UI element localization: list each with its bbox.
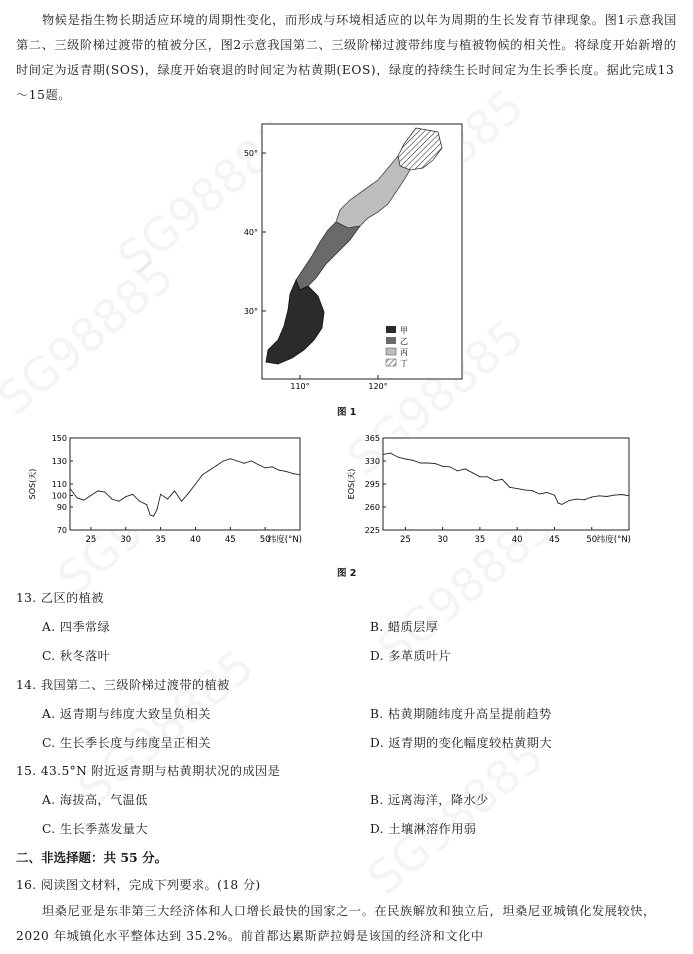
y-tick-label: 225 bbox=[364, 526, 380, 535]
x-tick-label: 30 bbox=[437, 535, 449, 545]
q15-option-d[interactable]: D. 土壤淋溶作用弱 bbox=[370, 822, 477, 836]
data-point bbox=[76, 497, 77, 498]
data-point bbox=[202, 474, 203, 475]
data-point bbox=[97, 490, 98, 491]
data-point bbox=[300, 474, 301, 475]
y-tick-label: 110 bbox=[51, 480, 67, 489]
data-point bbox=[420, 462, 421, 463]
data-point bbox=[174, 490, 175, 491]
data-point bbox=[502, 479, 503, 480]
figure-1-caption: 图 1 bbox=[337, 407, 357, 418]
data-point bbox=[216, 465, 217, 466]
watermark bbox=[357, 728, 553, 905]
x-tick-label: 25 bbox=[85, 535, 97, 545]
q13-option-a[interactable]: A. 四季常绿 bbox=[42, 620, 111, 634]
data-point bbox=[614, 495, 615, 496]
data-point bbox=[517, 488, 518, 489]
legend-jia: 甲 bbox=[400, 326, 408, 335]
data-point bbox=[265, 467, 266, 468]
data-point bbox=[435, 463, 436, 464]
data-point bbox=[272, 466, 273, 467]
sos-chart bbox=[26, 428, 326, 558]
data-point bbox=[83, 500, 84, 501]
data-point bbox=[487, 476, 488, 477]
q14-option-a[interactable]: A. 返青期与纬度大致呈负相关 bbox=[42, 707, 211, 721]
data-point bbox=[539, 493, 540, 494]
data-point bbox=[111, 498, 112, 499]
q15-option-a[interactable]: A. 海拔高，气温低 bbox=[42, 793, 148, 807]
data-point bbox=[599, 495, 600, 496]
lon-label: 110° bbox=[290, 382, 310, 390]
section-2-title: 二、非选择题：共 55 分。 bbox=[16, 850, 168, 865]
q13-option-b[interactable]: B. 蜡质层厚 bbox=[370, 620, 439, 634]
data-point bbox=[90, 495, 91, 496]
y-axis-label: SOS(天) bbox=[28, 468, 37, 500]
y-tick-label: 90 bbox=[56, 503, 67, 512]
y-tick-label: 130 bbox=[51, 457, 67, 466]
y-tick-label: 70 bbox=[56, 526, 67, 535]
x-axis-label: 纬度(°N) bbox=[267, 535, 302, 545]
data-point bbox=[293, 473, 294, 474]
eos-chart bbox=[345, 428, 665, 558]
q15-option-b[interactable]: B. 远离海洋，降水少 bbox=[370, 793, 489, 807]
data-point bbox=[472, 472, 473, 473]
data-point bbox=[397, 457, 398, 458]
legend-ding: 丁 bbox=[400, 359, 408, 368]
data-point bbox=[104, 492, 105, 493]
data-point bbox=[412, 460, 413, 461]
x-tick-label: 40 bbox=[190, 535, 201, 545]
lon-label: 120° bbox=[368, 382, 388, 390]
data-point bbox=[383, 454, 384, 455]
intro-paragraph: 物候是指生物长期适应环境的周期性变化，而形成与环境相适应的以年为周期的生长发育节律现象。图1示意我国第二、三级阶梯过渡带的植被分区，图2示意我国第二、三级阶梯过渡带纬度与植被物候的相关性。将绿度开始新增的时间定为返青期(SOS)，绿度开始衰退的时间定为枯黄期(EOS)，绿度的持续生长时间定为生长季长度。据此完成13～15题。 bbox=[16, 13, 677, 102]
data-point bbox=[237, 461, 238, 462]
q14-stem: 14. 我国第二、三级阶梯过渡带的植被 bbox=[16, 678, 230, 692]
y-tick-label: 260 bbox=[364, 503, 380, 512]
data-point bbox=[558, 503, 559, 504]
data-point bbox=[279, 470, 280, 471]
data-point bbox=[125, 496, 126, 497]
data-point bbox=[251, 461, 252, 462]
lat-label: 30° bbox=[243, 307, 258, 316]
q14-option-b[interactable]: B. 枯黄期随纬度升高呈提前趋势 bbox=[370, 707, 552, 721]
data-point bbox=[621, 494, 622, 495]
data-point bbox=[258, 464, 259, 465]
data-point bbox=[427, 462, 428, 463]
q16-paragraph: 坦桑尼亚是东非第三大经济体和人口增长最快的国家之一。在民族解放和独立后，坦桑尼亚城镇化发展较快，2020 年城镇化水平整体达到 35.2%。前首都达累斯萨拉姆是该国的经济和文化中 bbox=[16, 904, 656, 943]
data-point bbox=[479, 476, 480, 477]
data-point bbox=[584, 499, 585, 500]
legend-yi: 乙 bbox=[400, 337, 408, 346]
q15-option-c[interactable]: C. 生长季蒸发量大 bbox=[42, 822, 148, 836]
data-point bbox=[167, 498, 168, 499]
data-point bbox=[209, 470, 210, 471]
data-point bbox=[244, 463, 245, 464]
y-axis-label: EOS(天) bbox=[347, 468, 356, 500]
data-point bbox=[195, 484, 196, 485]
data-point bbox=[450, 466, 451, 467]
data-point bbox=[465, 468, 466, 469]
legend-bing: 丙 bbox=[400, 348, 408, 357]
data-point bbox=[629, 495, 630, 496]
data-point bbox=[532, 490, 533, 491]
figure-2-caption: 图 2 bbox=[337, 568, 357, 579]
data-point bbox=[157, 509, 158, 510]
x-tick-label: 35 bbox=[474, 535, 486, 545]
data-point bbox=[576, 499, 577, 500]
y-tick-label: 330 bbox=[364, 457, 380, 466]
data-point bbox=[230, 458, 231, 459]
data-point bbox=[524, 489, 525, 490]
data-point bbox=[494, 480, 495, 481]
watermark bbox=[67, 638, 263, 815]
data-point bbox=[150, 515, 151, 516]
data-point bbox=[70, 488, 71, 489]
q13-option-c[interactable]: C. 秋冬落叶 bbox=[42, 649, 111, 663]
y-tick-label: 150 bbox=[51, 434, 67, 443]
lat-label: 50° bbox=[243, 149, 258, 158]
data-point bbox=[442, 466, 443, 467]
data-point bbox=[132, 494, 133, 495]
data-point bbox=[118, 501, 119, 502]
x-axis-label: 纬度(°N) bbox=[596, 535, 631, 545]
data-point bbox=[181, 501, 182, 502]
x-tick-label: 40 bbox=[511, 535, 523, 545]
q13-stem: 13. 乙区的植被 bbox=[16, 591, 104, 605]
data-point bbox=[569, 500, 570, 501]
x-tick-label: 50 bbox=[586, 535, 598, 545]
lat-label: 40° bbox=[243, 228, 258, 237]
y-tick-label: 365 bbox=[364, 434, 380, 443]
q14-option-d[interactable]: D. 返青期的变化幅度较枯黄期大 bbox=[370, 736, 552, 750]
q14-option-c[interactable]: C. 生长季长度与纬度呈正相关 bbox=[42, 736, 211, 750]
data-point bbox=[223, 461, 224, 462]
figure-1-map bbox=[228, 118, 468, 390]
data-point bbox=[591, 497, 592, 498]
x-tick-label: 50 bbox=[259, 535, 271, 545]
data-point bbox=[547, 492, 548, 493]
data-point bbox=[390, 453, 391, 454]
data-point bbox=[286, 471, 287, 472]
plot-frame bbox=[70, 438, 300, 530]
watermark bbox=[0, 248, 184, 425]
y-tick-label: 100 bbox=[51, 491, 67, 501]
data-point bbox=[188, 493, 189, 494]
data-point bbox=[554, 495, 555, 496]
q13-option-d[interactable]: D. 多革质叶片 bbox=[370, 649, 452, 663]
x-tick-label: 45 bbox=[549, 535, 560, 545]
y-tick-label: 295 bbox=[364, 480, 380, 489]
data-point bbox=[139, 501, 140, 502]
x-tick-label: 30 bbox=[120, 535, 132, 545]
q16-stem: 16. 阅读图文材料，完成下列要求。(18 分) bbox=[16, 878, 261, 892]
q15-stem: 15. 43.5°N 附近返青期与枯黄期状况的成因是 bbox=[16, 764, 281, 778]
x-tick-label: 25 bbox=[399, 535, 411, 545]
data-point bbox=[153, 516, 154, 517]
data-point bbox=[561, 504, 562, 505]
data-point bbox=[146, 504, 147, 505]
x-tick-label: 45 bbox=[224, 535, 236, 545]
data-point bbox=[457, 470, 458, 471]
data-point bbox=[405, 459, 406, 460]
data-point bbox=[509, 487, 510, 488]
x-tick-label: 35 bbox=[155, 535, 167, 545]
data-point bbox=[160, 494, 161, 495]
data-point bbox=[606, 496, 607, 497]
